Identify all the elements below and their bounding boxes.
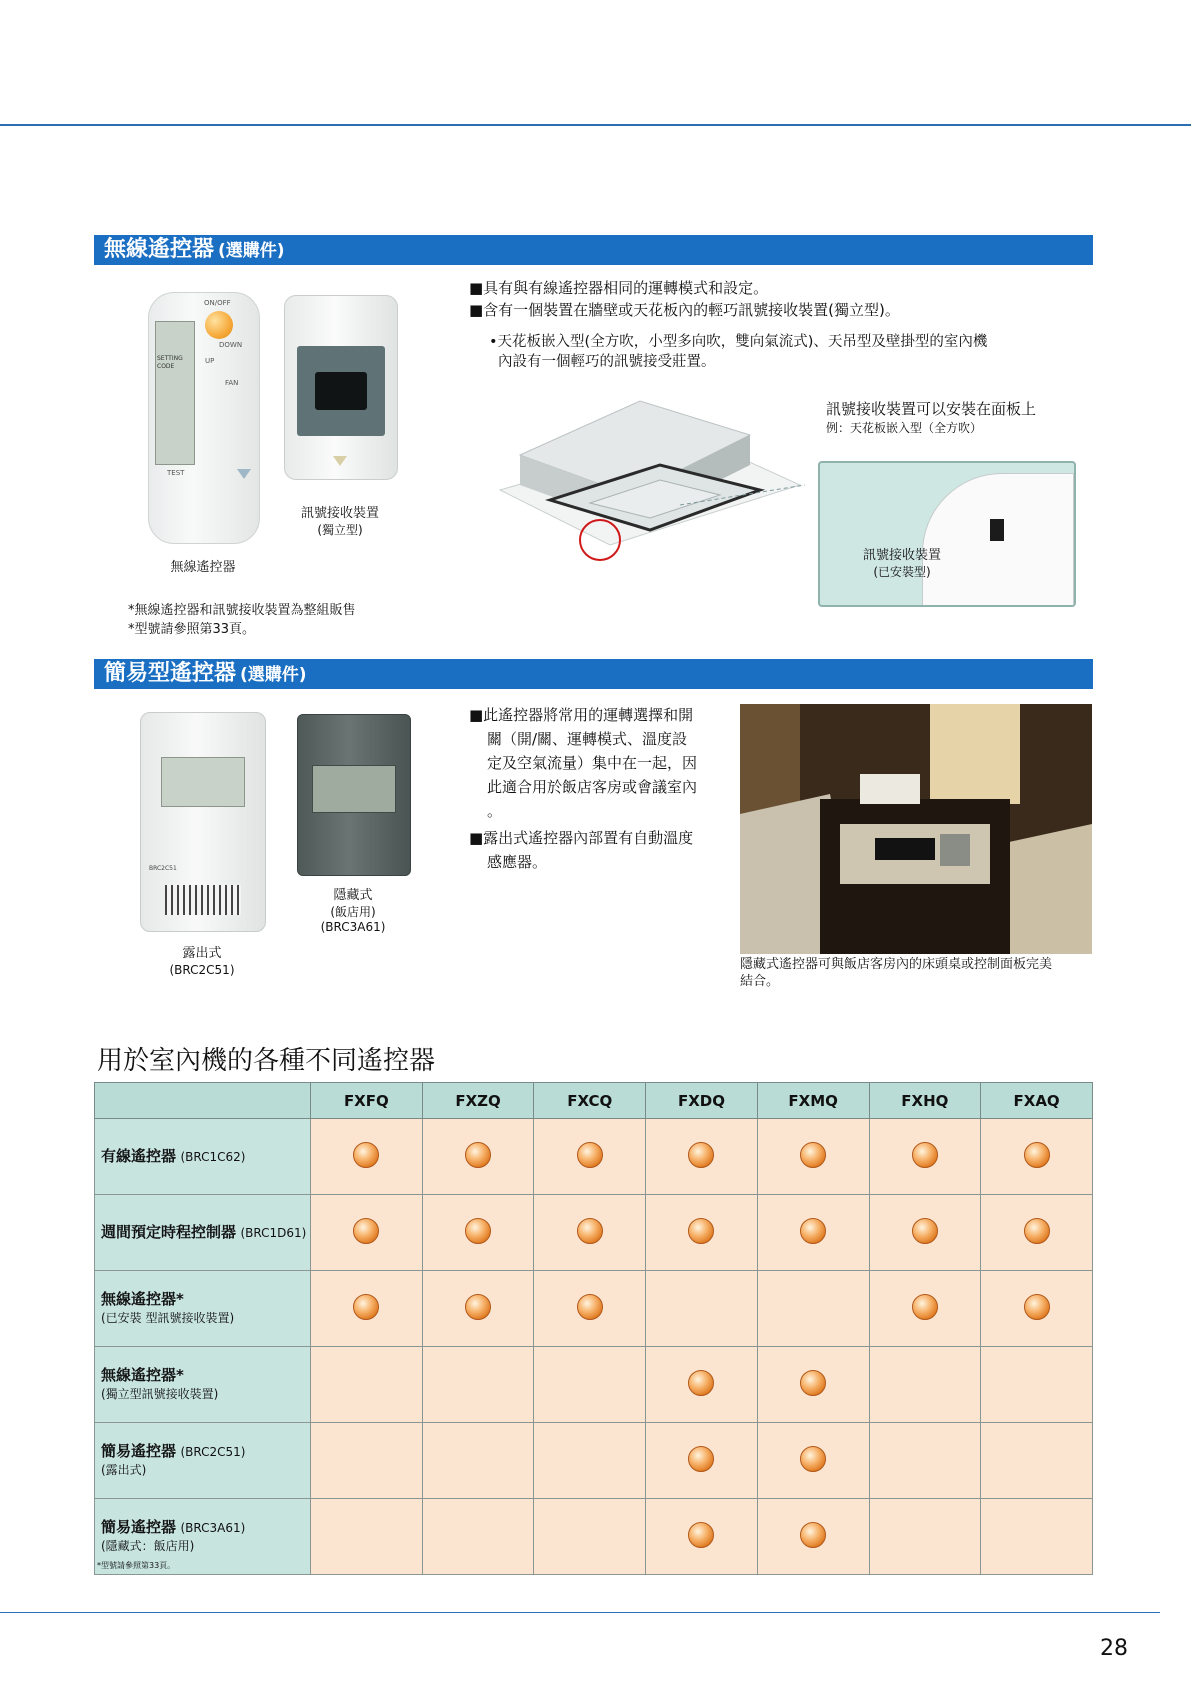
- compatibility-cell: [981, 1347, 1093, 1423]
- row-name: 有線遙控器: [101, 1147, 177, 1165]
- compatibility-cell: [869, 1423, 981, 1499]
- wireless-remote-image: [148, 292, 260, 544]
- table-row: [95, 1271, 1093, 1347]
- section-title: 簡易型遙控器: [104, 661, 237, 686]
- compatible-marker-icon: [688, 1142, 714, 1168]
- compatibility-cell: [869, 1499, 981, 1575]
- sub-bullet: 內設有一個輕巧的訊號接受莊置。: [498, 354, 716, 370]
- row-label-line: [101, 1442, 309, 1461]
- top-rule: [0, 124, 1191, 126]
- row-model-code: (BRC3A61): [180, 1521, 246, 1535]
- compatible-marker-icon: [688, 1522, 714, 1548]
- panel-note-title: 訊號接收裝置可以安裝在面板上: [826, 400, 1037, 418]
- compatibility-cell: [646, 1347, 758, 1423]
- installed-caption-line2: (已安裝型): [873, 565, 931, 579]
- compatibility-cell: [422, 1423, 534, 1499]
- compatible-marker-icon: [353, 1294, 379, 1320]
- photo-caption-line2: 結合。: [740, 974, 780, 989]
- exposed-caption-line2: (BRC2C51): [169, 963, 235, 977]
- column-header: FXFQ: [311, 1083, 423, 1119]
- table-corner-cell: [95, 1083, 311, 1119]
- table-footnote: *型號請參照第33頁。: [97, 1561, 176, 1570]
- row-label-line: [101, 1290, 309, 1309]
- compatibility-cell: [869, 1195, 981, 1271]
- feature-bullet: [469, 703, 697, 823]
- row-name: 無線遙控器*: [101, 1290, 184, 1308]
- compatibility-cell: [422, 1271, 534, 1347]
- compatibility-cell: [869, 1271, 981, 1347]
- table-row: [95, 1347, 1093, 1423]
- concealed-caption-line3: (BRC3A61): [320, 920, 386, 934]
- feature-bullet: ■具有與有線遙控器相同的運轉模式和設定。: [469, 279, 769, 297]
- table-row: [95, 1195, 1093, 1271]
- column-header: FXZQ: [422, 1083, 534, 1119]
- column-header: FXMQ: [757, 1083, 869, 1119]
- sub-bullet: •天花板嵌入型(全方吹，小型多向吹，雙向氣流式)、天吊型及壁掛型的室內機: [489, 334, 988, 350]
- row-subtitle: (露出式): [101, 1463, 147, 1477]
- compatible-marker-icon: [577, 1218, 603, 1244]
- compatibility-cell: [534, 1271, 646, 1347]
- bullet-line: ■露出式遙控器內部置有自動溫度: [469, 829, 694, 847]
- compatibility-table: [94, 1082, 1093, 1575]
- row-model-code: (BRC2C51): [180, 1445, 246, 1459]
- model-label: BRC2C51: [149, 865, 177, 872]
- hotel-room-photo: [740, 704, 1092, 954]
- compatible-marker-icon: [353, 1142, 379, 1168]
- table-row: [95, 1499, 1093, 1575]
- concealed-remote-image: [297, 714, 411, 876]
- compatible-marker-icon: [688, 1446, 714, 1472]
- row-model-code: (BRC1C62): [180, 1150, 246, 1164]
- compatibility-cell: [981, 1423, 1093, 1499]
- bullet-line: 關（開/關、運轉模式、溫度設: [487, 730, 688, 748]
- compatible-marker-icon: [688, 1218, 714, 1244]
- compatibility-cell: [646, 1423, 758, 1499]
- bullet-line: 此適合用於飯店客房或會議室內: [487, 778, 698, 796]
- daikin-logo-icon: [333, 456, 347, 466]
- compatibility-cell: [534, 1499, 646, 1575]
- section-bar-wireless: [94, 235, 1093, 265]
- compatibility-cell: [981, 1271, 1093, 1347]
- vent-grille: [165, 885, 241, 915]
- section-subtitle: (選購件): [240, 665, 307, 685]
- panel-note-example: 例：天花板嵌入型（全方吹）: [826, 421, 983, 435]
- footnote: *型號請參照第33頁。: [128, 622, 256, 637]
- compatible-marker-icon: [800, 1218, 826, 1244]
- compatible-marker-icon: [912, 1294, 938, 1320]
- compatibility-cell: [869, 1119, 981, 1195]
- table-heading: 用於室內機的各種不同遙控器: [97, 1046, 436, 1076]
- row-subtitle: (隱藏式：飯店用): [101, 1539, 195, 1553]
- row-label-line: [101, 1147, 309, 1166]
- compatibility-cell: [422, 1347, 534, 1423]
- column-header: FXAQ: [981, 1083, 1093, 1119]
- row-label: [95, 1423, 311, 1499]
- compatible-marker-icon: [465, 1294, 491, 1320]
- concealed-caption-line1: 隱藏式: [333, 888, 373, 903]
- compatible-marker-icon: [912, 1142, 938, 1168]
- compatibility-cell: [646, 1271, 758, 1347]
- compatibility-cell: [311, 1195, 423, 1271]
- compatibility-cell: [311, 1423, 423, 1499]
- daikin-logo-icon: [237, 469, 251, 479]
- row-subtitle: (獨立型訊號接收裝置): [101, 1387, 219, 1401]
- page-number: 28: [1100, 1636, 1128, 1661]
- compatible-marker-icon: [800, 1446, 826, 1472]
- compatible-marker-icon: [688, 1370, 714, 1396]
- bullet-line: 。: [487, 802, 503, 820]
- section-bar-simple: [94, 659, 1093, 689]
- receiver-window: [990, 519, 1004, 541]
- exposed-caption-line1: 露出式: [182, 946, 222, 961]
- compatibility-cell: [869, 1347, 981, 1423]
- receiver-caption-line1: 訊號接收裝置: [300, 506, 379, 521]
- compatibility-cell: [311, 1347, 423, 1423]
- compatible-marker-icon: [465, 1218, 491, 1244]
- up-label: UP: [205, 357, 215, 365]
- section-title: 無線遙控器: [104, 237, 215, 262]
- row-subtitle: (已安裝 型訊號接收裝置): [101, 1311, 235, 1325]
- feature-bullet: ■含有一個裝置在牆壁或天花板內的輕巧訊號接收裝置(獨立型)。: [469, 301, 900, 319]
- compatibility-cell: [757, 1119, 869, 1195]
- row-name: 週間預定時程控制器: [101, 1223, 237, 1241]
- fan-label: FAN: [225, 379, 239, 387]
- compatibility-cell: [757, 1347, 869, 1423]
- compatibility-cell: [646, 1195, 758, 1271]
- bullet-line: 定及空氣流量）集中在一起，因: [487, 754, 698, 772]
- down-label: DOWN: [219, 341, 243, 349]
- column-header: FXHQ: [869, 1083, 981, 1119]
- row-label-line: [101, 1518, 309, 1537]
- ceiling-cassette-image: [480, 395, 820, 570]
- receiver-standalone-image: [284, 295, 398, 480]
- footnote: *無線遙控器和訊號接收裝置為整組販售: [128, 603, 356, 618]
- row-label: [95, 1119, 311, 1195]
- power-button-icon: [205, 311, 233, 339]
- setting-label: SETTING: [157, 355, 183, 362]
- section-subtitle: (選購件): [218, 241, 285, 261]
- wireless-remote-caption: 無線遙控器: [170, 560, 236, 575]
- compatible-marker-icon: [1024, 1294, 1050, 1320]
- receiver-caption-line2: (獨立型): [317, 523, 363, 537]
- compatibility-cell: [981, 1119, 1093, 1195]
- onoff-label: ON/OFF: [204, 299, 231, 307]
- concealed-caption-line2: (飯店用): [330, 905, 376, 919]
- table-body: [95, 1119, 1093, 1575]
- column-header: FXCQ: [534, 1083, 646, 1119]
- row-label: [95, 1347, 311, 1423]
- compatibility-cell: [534, 1195, 646, 1271]
- compatible-marker-icon: [800, 1522, 826, 1548]
- compatibility-cell: [981, 1195, 1093, 1271]
- compatible-marker-icon: [1024, 1142, 1050, 1168]
- column-header: FXDQ: [646, 1083, 758, 1119]
- compatible-marker-icon: [577, 1142, 603, 1168]
- exposed-remote-image: [140, 712, 266, 932]
- row-label-line: [101, 1366, 309, 1385]
- compatibility-cell: [534, 1119, 646, 1195]
- compatible-marker-icon: [465, 1142, 491, 1168]
- bullet-line: 感應器。: [487, 853, 548, 871]
- compatible-marker-icon: [912, 1218, 938, 1244]
- compatibility-cell: [534, 1347, 646, 1423]
- row-name: 簡易遙控器: [101, 1518, 177, 1536]
- compatibility-cell: [757, 1271, 869, 1347]
- compatibility-cell: [757, 1195, 869, 1271]
- table-header-row: [95, 1083, 1093, 1119]
- compatible-marker-icon: [353, 1218, 379, 1244]
- bullet-line: ■此遙控器將常用的運轉選擇和開: [469, 706, 694, 724]
- test-label: TEST: [167, 469, 185, 477]
- row-label-line: [101, 1223, 309, 1242]
- compatibility-cell: [981, 1499, 1093, 1575]
- row-name: 簡易遙控器: [101, 1442, 177, 1460]
- row-name: 無線遙控器*: [101, 1366, 184, 1384]
- compatibility-cell: [757, 1499, 869, 1575]
- compatible-marker-icon: [800, 1370, 826, 1396]
- row-model-code: (BRC1D61): [240, 1226, 307, 1240]
- remote-display: [312, 765, 396, 813]
- feature-bullet: [469, 826, 693, 874]
- compatibility-cell: [757, 1423, 869, 1499]
- compatible-marker-icon: [577, 1294, 603, 1320]
- compatible-marker-icon: [800, 1142, 826, 1168]
- row-label: [95, 1195, 311, 1271]
- compatibility-cell: [311, 1499, 423, 1575]
- compatibility-cell: [646, 1499, 758, 1575]
- photo-caption-line1: 隱藏式遙控器可與飯店客房內的床頭桌或控制面板完美: [740, 957, 1053, 972]
- table-row: [95, 1119, 1093, 1195]
- bottom-rule: [0, 1612, 1160, 1613]
- compatibility-cell: [422, 1119, 534, 1195]
- compatibility-cell: [646, 1119, 758, 1195]
- compatibility-cell: [534, 1423, 646, 1499]
- row-label: [95, 1271, 311, 1347]
- remote-display: [155, 321, 195, 465]
- receiver-window: [315, 372, 367, 410]
- compatibility-cell: [311, 1119, 423, 1195]
- code-label: CODE: [157, 363, 175, 370]
- installed-caption-line1: 訊號接收裝置: [862, 548, 941, 563]
- remote-display: [161, 757, 245, 807]
- compatible-marker-icon: [1024, 1218, 1050, 1244]
- compatibility-cell: [422, 1195, 534, 1271]
- compatibility-cell: [422, 1499, 534, 1575]
- table-row: [95, 1423, 1093, 1499]
- installed-receiver-panel: [818, 461, 1076, 607]
- compatibility-cell: [311, 1271, 423, 1347]
